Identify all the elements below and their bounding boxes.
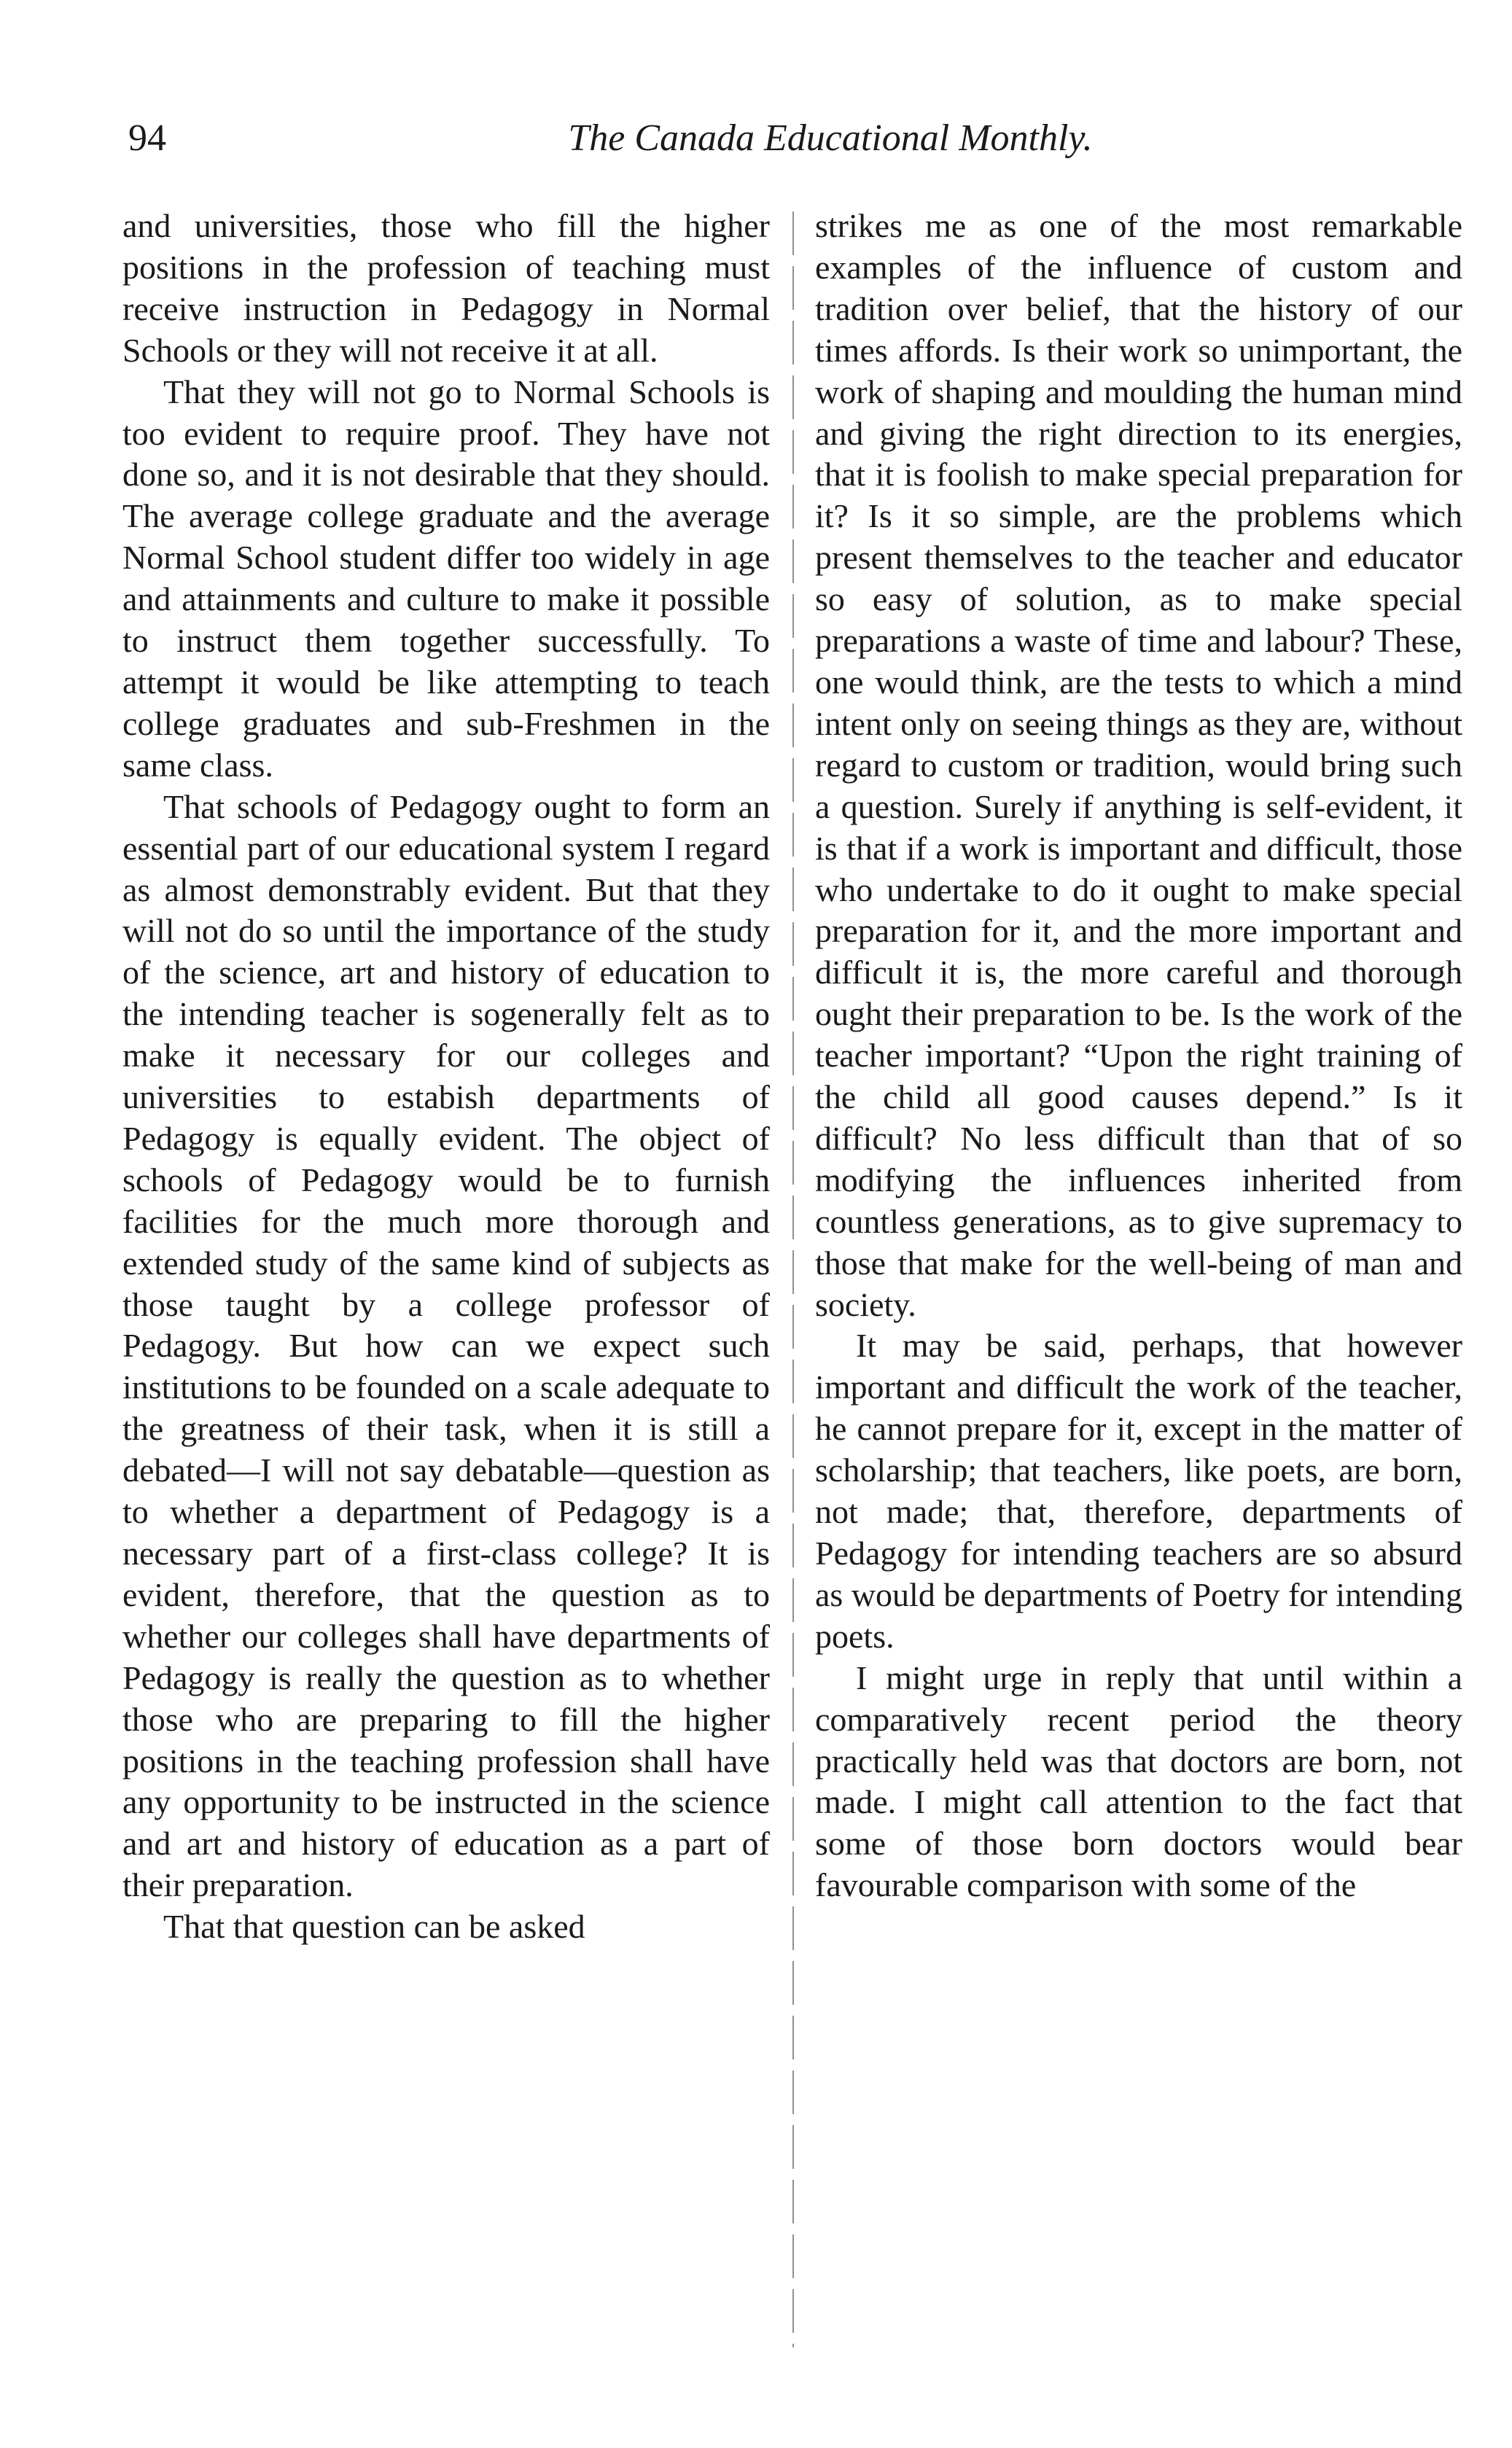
left-column <box>122 206 770 1948</box>
left-paragraph-2: That they will not go to Normal Schools is too evident to require proof. They have not done so, and it is not desirable that they should. The average college graduate and the average Normal School student differ too widely in age and attainments and culture to make it possible to instruct them together successfully. To attempt it would be like attempting to teach college graduates and sub-Freshmen in the same class. <box>122 373 770 784</box>
left-paragraph-3: That schools of Pedagogy ought to form an essential part of our educational system I regard as almost demonstrably evident. But that they will not do so until the importance of the study of the science, art and history of education to the intending teacher is sogenerally felt as to make it necessary for our colleges and universities to estabish departments of Pedagogy is equally evident. The object of schools of Pedagogy would be to furnish facilities for the much more thorough and extended study of the same kind of subjects as those taught by a college professor of Pedagogy. But how can we expect such institutions to be founded on a scale adequate to the greatness of their task, when it is still a debated—I will not say debatable—question as to whether a department of Pedagogy is a necessary part of a first-class college? It is evident, therefore, that the question as to whether our colleges shall have departments of Pedagogy is really the question as to whether those who are preparing to fill the higher positions in the teaching profession shall have any opportunity to be instructed in the science and art and history of education as a part of their preparation. <box>122 787 770 1904</box>
left-paragraph-4: That that question can be asked <box>163 1908 585 1946</box>
right-column <box>815 206 1462 1906</box>
running-title: The Canada Educational Monthly. <box>568 117 1093 159</box>
column-divider <box>792 211 794 2347</box>
page-number: 94 <box>128 117 166 159</box>
right-paragraph-1: strikes me as one of the most remarkable examples of the influence of custom and tradition over belief, that the history of our times affords. Is their work so unimportant, the work of shaping and moulding the human mind and giving the right direction to its energies, that it is foolish to make special preparation for it? Is it so simple, are the problems which present themselves to the teacher and educator so easy of solution, as to make special preparations a waste of time and labour? These, one would think, are the tests to which a mind intent only on seeing things as they are, without regard to custom or tradition, would bring such a question. Surely if anything is self-evident, it is that if a work is important and difficult, those who undertake to do it ought to make special preparation for it, and the more important and difficult it is, the more careful and thorough ought their preparation to be. Is the work of the teacher important? “Upon the right training of the child all good causes depend.” Is it difficult? No less difficult than that of so modifying the influences inherited from countless generations, as to give supremacy to those that make for the well-being of man and society. <box>815 207 1462 1323</box>
page-header <box>122 109 1451 168</box>
right-paragraph-2: It may be said, perhaps, that however important and difficult the work of the teacher, he cannot prepare for it, except in the matter of scholarship; that teachers, like poets, are born, not made; that, therefore, departments of Pedagogy for intending teachers are so absurd as would be departments of Poetry for intending poets. <box>815 1327 1462 1655</box>
right-paragraph-3: I might urge in reply that until within a comparatively recent period the theory practically held was that doctors are born, not made. I might call attention to the fact that some of those born doctors would bear favourable comparison with some of the <box>815 1658 1462 1904</box>
left-paragraph-1: and universities, those who fill the higher positions in the profession of teaching must receive instruction in Pedagogy in Normal Schools or they will not receive it at all. <box>122 207 770 369</box>
